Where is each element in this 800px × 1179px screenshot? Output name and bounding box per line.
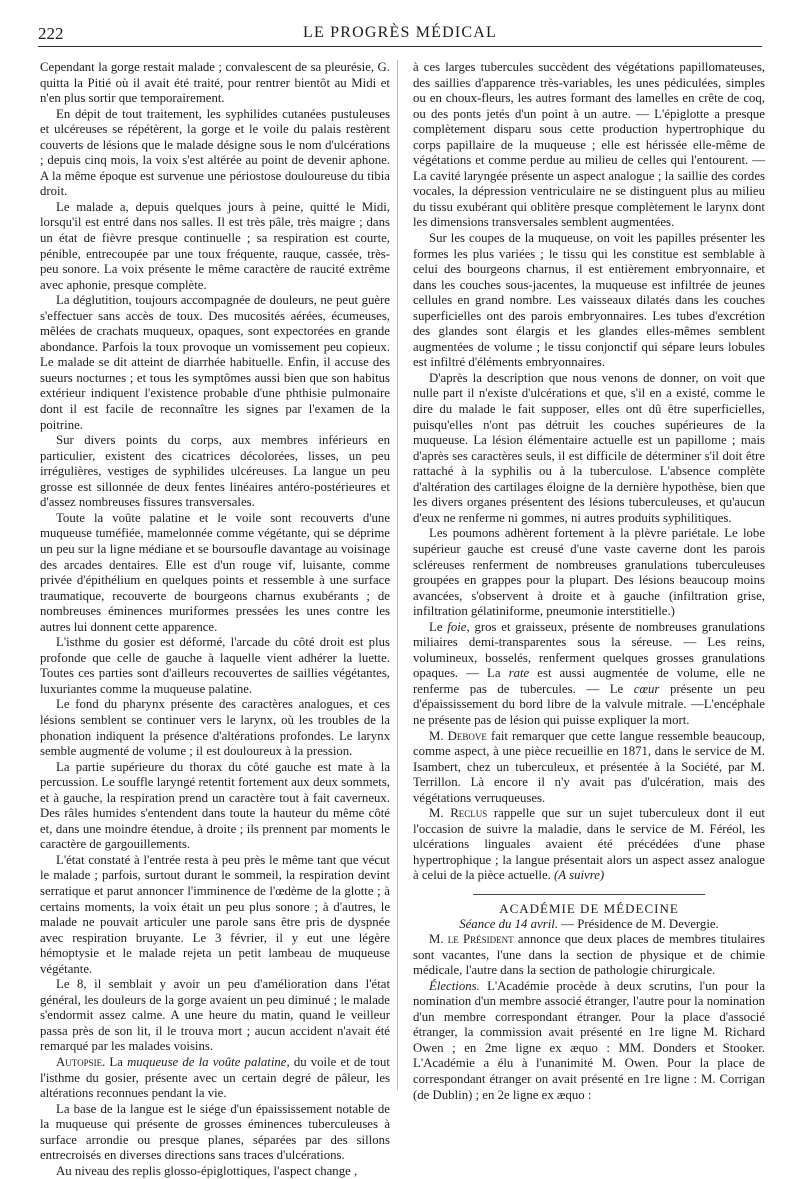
- paragraph: La déglutition, toujours accompagnée de douleurs, ne peut guère s'effectuer sans accès de toux. Des mucosités aérées, écumeuses, mêlées de crachats muqueux, opaques, sont expectorées en grande abondance. Parfois la toux provoque un vomissement peu copieux. Le malade se dit atteint de diarrhée habituelle. Enfin, il accuse des sueurs nocturnes ; et tous les symptômes aussi bien que son habitus extérieur indiquent l'existence probable d'une phthisie pulmonaire dont il est facile de reconnaître les signes par l'examen de la poitrine.: [40, 293, 390, 432]
- paragraph: Le malade a, depuis quelques jours à peine, quitté le Midi, lorsqu'il est entré dans nos salles. Il est très pâle, très maigre ; dans un état de fièvre presque continuelle ; sa respiration est courte, pénible, entrecoupée par une toux fréquente, rauque, cassée, très-peu sonore. La voix présente le même caractère de raucité extrême avec aphonie, presque complète.: [40, 199, 390, 292]
- paragraph: La partie supérieure du thorax du côté gauche est mate à la percussion. Le souffle laryngé retentit fortement aux deux sommets, et à gauche, la respiration prend un caractère tout à fait caverneux. Des râles humides s'entendent dans toute la hauteur du même côté et, dans une moindre étendue, à droite ; ils prennent par moments le caractère de gargouillements.: [40, 759, 390, 852]
- paragraph: Sur divers points du corps, aux membres inférieurs en particulier, existent des cicatrices décolorées, lisses, un peu irrégulières, vestiges de syphilides ulcéreuses. La langue un peu grosse est sillonnée de deux fentes linéaires antéro-postérieures et d'assez nombreuses fissures transversales.: [40, 433, 390, 510]
- paragraph: L'état constaté à l'entrée resta à peu près le même tant que vécut le malade ; parfois, surtout durant le sommeil, la respiration devint serratique et parut annoncer l'imminence de l'œdème de la glotte ; à certains moments, la voix était un peu plus sonore ; à d'autres, le malade ne pouvait articuler une parole sans être pris de dyspnée avec respiration bruyante. Le 3 février, il y eut une légère hémoptysie et le malade rejeta un petit lambeau de muqueuse végétante.: [40, 852, 390, 976]
- paragraph: D'après la description que nous venons de donner, on voit que nulle part il n'existe d'ulcérations et que, s'il en a existé, comme le dire du malade le fait supposer, elles ont dû être superficielles, puisqu'elles n'ont pas détruit les couches supérieures de la muqueuse. La lésion élémentaire actuelle est un papillome ; mais d'après ses caractères seuls, il est difficile de déterminer s'il doit être rattaché à la syphilis ou à la tuberculose. L'absence complète d'altération des cartilages éloigne de la dernière hypothèse, bien que les divers organes présentent des lésions tuberculeuses, et qu'aucun d'eux ne renferme ni gommes, ni autres produits syphilitiques.: [413, 370, 765, 525]
- page-header: [38, 22, 762, 47]
- foie-paragraph: Le foie, gros et graisseux, présente de nombreuses granulations miliaires demi-transparentes sous la séreuse. — Les reins, volumineux, bosselés, renferment quelques grosses granulations opaques. — La rate est aussi augmentée de volume, elle ne renferme pas de tubercules. — Le cœur présente un peu d'épaississement du bord libre de la valvule mitrale. —L'encéphale ne présente pas de lésion qui puisse expliquer la mort.: [413, 619, 766, 727]
- paragraph: Toute la voûte palatine et le voile sont recouverts d'une muqueuse tuméfiée, mamelonnée comme végétante, qui se déprime un peu sur la ligne médiane et se boursoufle davantage au voisinage des arcades dentaires. Elle est d'un rouge vif, luisante, comme privée d'épithélium en quelques points et ressemble à une surface traumatique, recouverte de bourgeons charnus exubérants ; de nombreuses éminences muriformes pressées les unes contre les autres lui donnent cette apparence.: [40, 510, 390, 634]
- paragraph: L'isthme du gosier est déformé, l'arcade du côté droit est plus profonde que celle de gauche à laquelle vient adhérer la luette. Toutes ces parties sont d'ailleurs recouvertes de saillies végétantes, luxuriantes comme la muqueuse palatine.: [40, 635, 390, 696]
- left-column: [40, 60, 390, 1179]
- right-column: [413, 60, 765, 1103]
- paragraph: Sur les coupes de la muqueuse, on voit les papilles présenter les formes les plus variées ; le tissu qui les constitue est semblable à celui des bourgeons charnus, il est entièrement embryonnaire, et dans les couches sous-jacentes, la muqueuse est infiltrée de jeunes cellules en grand nombre. Les vaisseaux dilatés dans les couches superficielles ont des parois embryonnaires. Les tubes d'excrétion des glandes sont élargis et les glandes elles-mêmes semblent augmentées de volume ; le tissu conjonctif qui sépare leurs lobules est infiltré d'éléments embryonnaires.: [413, 231, 765, 370]
- column-divider: [397, 60, 398, 1090]
- paragraph: Au niveau des replis glosso-épiglottiques, l'aspect change ,: [56, 1163, 358, 1178]
- section-title: ACADÉMIE DE MÉDECINE: [499, 900, 679, 916]
- paragraph: à ces larges tubercules succèdent des végétations papillomateuses, des saillies d'apparence très-variables, les unes pédiculées, simples ou en choux-fleurs, les autres formant des lamelles en crête de coq, ou des ponts jetés d'un point à un autre. — L'épiglotte a presque complètement disparu sous cette production hypertrophique du corps papillaire de la muqueuse ; elle est hérissée elle-même de végétations et comme perdue au milieu de celles qui l'entourent. — La cavité laryngée présente un aspect analogue ; la saillie des cordes vocales, la dépression ventriculaire ne se distinguent plus au milieu du tissu exubérant qui oblitère presque complètement le larynx dont les dimensions transversales semblent augmentées.: [413, 60, 765, 230]
- paragraph: La base de la langue est le siége d'un épaississement notable de la muqueuse qui présente de grosses éminences tuberculeuses à surface arrondie ou presque planes, séparées par des sillons entrecroisés en diverses directions sans traces d'ulcérations.: [40, 1101, 390, 1163]
- paragraph: En dépit de tout traitement, les syphilides cutanées pustuleuses et ulcéreuses se répétèrent, la gorge et le voile du palais restèrent couverts de lésions que le malade désigne sous le nom d'ulcérations ; depuis cinq mois, la voix s'est altérée au point de devenir aphone. A la même époque est survenue une périostose douloureuse du tibia droit.: [40, 106, 390, 199]
- paragraph: Le fond du pharynx présente des caractères analogues, et ces lésions semblent se continuer vers le larynx, où les troubles de la phonation indiquent la présence d'altérations profondes. Le larynx semble augmenté de volume ; il est douloureux à la pression.: [40, 697, 390, 759]
- reclus-paragraph: M. Reclus rappelle que sur un sujet tuberculeux dont il eut l'occasion de suivre la maladie, dans le service de M. Féréol, les ulcérations linguales avaient été précédées d'une phase hypertrophique ; la langue présentait alors un aspect assez analogue à celui de la pièce actuelle. (A suivre): [413, 806, 765, 883]
- a-suivre: (A suivre): [554, 868, 605, 883]
- paragraph: Les poumons adhèrent fortement à la plèvre pariétale. Le lobe supérieur gauche est creusé d'une vaste caverne dont les parois scléreuses renferment de nombreuses granulations tuberculeuses groupées en grappes pour la plupart. Des lésions beaucoup moins avancées, s'observent à droite et à gauche (infiltration grise, infiltration gélatiniforme, pneumonie interstitielle.): [413, 526, 765, 619]
- debove-paragraph: M. Debove fait remarquer que cette langue ressemble beaucoup, comme aspect, à une pièce recueillie en 1871, dans le service de M. Isambert, chez un tuberculeux, et présentée à la Société, par M. Terrillon. Là encore il n'y avait pas d'ulcération, mais des végétations verruqueuses.: [413, 728, 766, 805]
- elections-paragraph: Élections. L'Académie procède à deux scrutins, l'un pour la nomination d'un membre associé étranger, l'autre pour la nomination d'un membre correspondant étranger. Pour la place d'associé étranger, la commission avait présenté en 1re ligne M. Richard Owen ; en 2me ligne ex æquo : MM. Donders et Stooker. L'Académie a élu à l'unanimité M. Owen. Pour la place de correspondant étranger on avait présenté en 1re ligne : M. Corrigan (de Dublin) ; en 2e ligne ex æquo :: [413, 978, 766, 1102]
- paragraph: Cependant la gorge restait malade ; convalescent de sa pleurésie, G. quitta la Pitié où il avait été traité, pour rentrer bientôt au Midi et n'en plus sortir que temporairement.: [40, 60, 390, 106]
- autopsie-heading: Autopsie.: [56, 1055, 106, 1069]
- seance-line: Séance du 14 avril. — Présidence de M. Devergie.: [459, 916, 719, 931]
- page-number: 222: [38, 24, 64, 43]
- running-title: LE PROGRÈS MÉDICAL: [302, 24, 498, 41]
- paragraph: Le 8, il semblait y avoir un peu d'amélioration dans l'état général, les douleurs de la gorge avaient un peu diminué ; le malade s'endormit assez calme. A une heure du matin, quand le veilleur passa près de son lit, il le trouva mort ; aucun accident n'avait été remarqué par les malades voisins.: [40, 977, 390, 1054]
- autopsie-paragraph: Autopsie. La muqueuse de la voûte palatine, du voile et de tout l'isthme du gosier, présente avec un certain degré de pâleur, les altérations reconnues pendant la vie.: [40, 1055, 390, 1101]
- section-divider: [473, 894, 705, 895]
- president-paragraph: M. le Président annonce que deux places de membres titulaires sont vacantes, l'une dans la section de physique et de chimie médicale, l'autre dans la section de pathologie chirurgicale.: [413, 932, 765, 978]
